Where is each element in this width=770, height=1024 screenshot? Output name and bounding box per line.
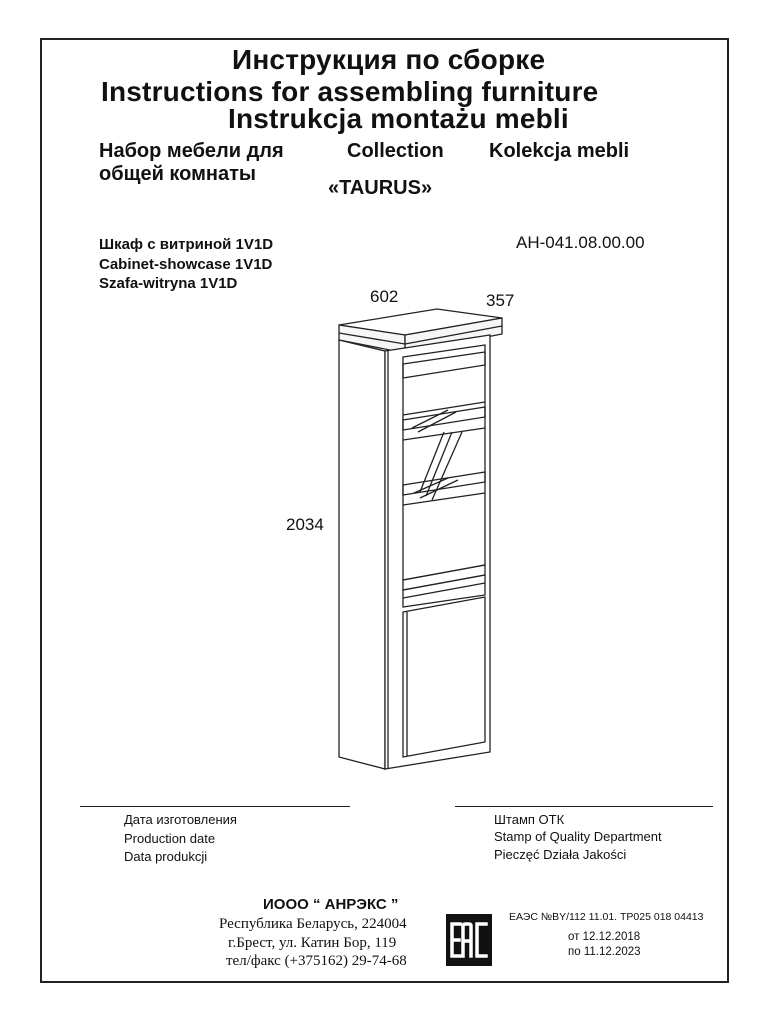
quality-stamp-pl: Pieczęć Działa Jakości [494, 847, 627, 862]
title-ru: Инструкция по сборке [232, 44, 546, 75]
collection-label-ru-line1: Набор мебели для [99, 140, 284, 162]
collection-label-pl: Kolekcja mebli [489, 140, 630, 162]
eac-certification-logo [446, 914, 492, 966]
title-pl: Instrukcja montażu mebli [228, 103, 569, 134]
manufacturer-name: ИООО “ АНРЭКС ” [263, 896, 399, 913]
product-name-en: Cabinet-showcase 1V1D [99, 256, 273, 273]
quality-stamp-ru: Штамп ОТК [494, 812, 565, 827]
collection-label-en: Collection [347, 140, 444, 162]
product-name-pl: Szafa-witryna 1V1D [99, 275, 238, 292]
collection-label-ru-line2: общей комнаты [99, 163, 256, 185]
title-en: Instructions for assembling furniture [101, 76, 599, 107]
production-date-en: Production date [124, 831, 216, 846]
manufacturer-address-line2: г.Брест, ул. Катин Бор, 119 [228, 935, 397, 951]
dimension-depth: 357 [486, 291, 515, 310]
certificate-valid-from: от 12.12.2018 [568, 931, 641, 943]
dimension-height: 2034 [286, 515, 324, 534]
quality-stamp-line [455, 806, 713, 807]
certificate-valid-to: по 11.12.2023 [568, 946, 641, 958]
product-code: АН-041.08.00.00 [516, 233, 645, 252]
manufacturer-address-line1: Республика Беларусь, 224004 [219, 916, 407, 932]
production-date-pl: Data produkcji [124, 849, 208, 864]
product-name-ru: Шкаф с витриной 1V1D [99, 236, 274, 253]
collection-name: «TAURUS» [328, 177, 433, 199]
production-date-ru: Дата изготовления [124, 812, 237, 827]
production-date-line [80, 806, 350, 807]
manufacturer-phone: тел/факс (+375162) 29-74-68 [226, 953, 407, 969]
dimension-width: 602 [370, 287, 399, 306]
quality-stamp-en: Stamp of Quality Department [494, 829, 662, 844]
certificate-number: ЕАЭС №BY/112 11.01. ТР025 018 04413 [509, 911, 704, 923]
